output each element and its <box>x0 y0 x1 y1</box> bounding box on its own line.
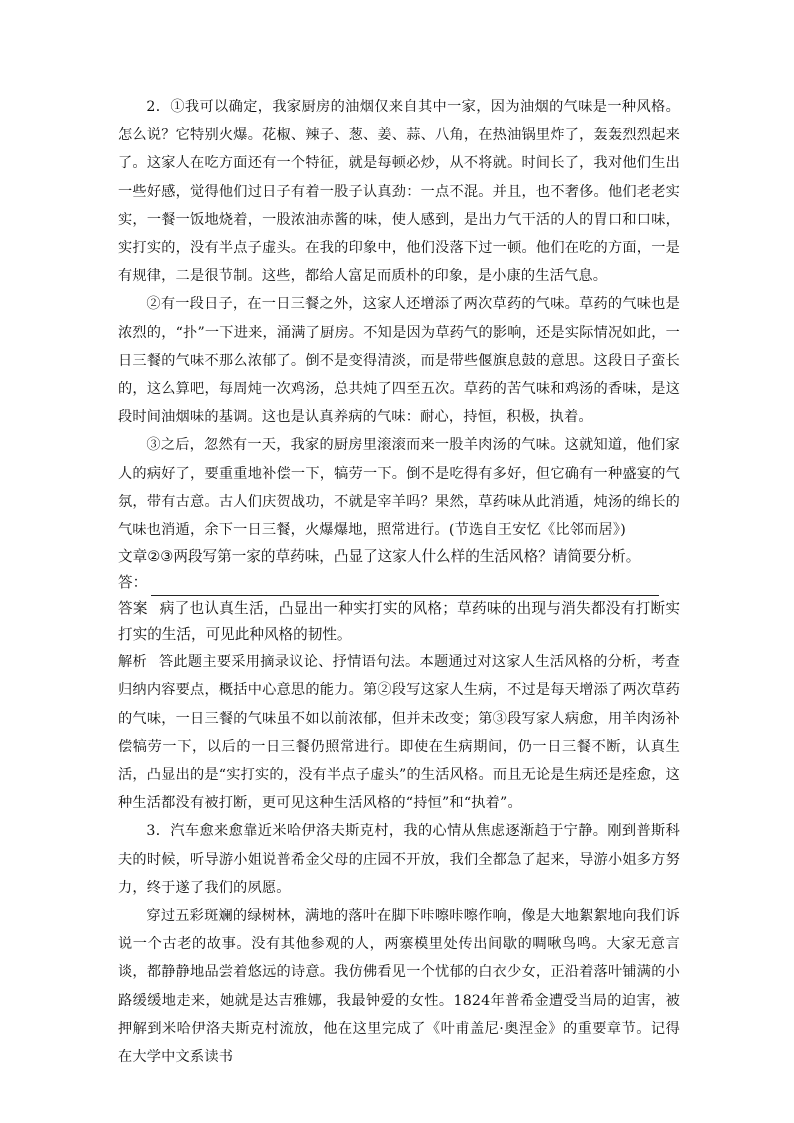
analysis-label: 解析 <box>118 654 147 671</box>
analysis-text: 答此题主要采用摘录议论、抒情语句法。本题通过对这家人生活风格的分析，考查归纳内容要点，概括中心意思的能力。第②段写这家人生病，不过是每天增添了两次草药的气味，一日三餐的气味虽不如以前浓郁，但并未改变；第③段写家人病愈，用羊肉汤补偿犒劳一下，以后的一日三餐仍照常进行。即使在生病期间，仍一日三餐不断，认真生活，凸显出的是“实打实的，没有半点子虚头”的生活风格。而且无论是生病还是痊愈，这种生活都没有被打断，更可见这种生活风格的“持恒”和“执着”。 <box>118 654 680 812</box>
answer-line <box>118 570 680 596</box>
q2-paragraph-1: 2．①我可以确定，我家厨房的油烟仅来自其中一家，因为油烟的气味是一种风格。怎么说？它特别火爆。花椒、辣子、葱、姜、蒜、八角，在热油锅里炸了，轰轰烈烈起来了。这家人在吃方面还有一个特征，就是每顿必炒，从不将就。时间长了，我对他们生出一些好感，觉得他们过日子有着一股子认真劲：一点不混。并且，也不奢侈。他们老老实实，一餐一饭地烧着，一股浓油赤酱的味，使人感到，是出力气干活的人的胃口和口味，实打实的，没有半点子虚头。在我的印象中，他们没落下过一顿。他们在吃的方面，一是有规律，二是很节制。这些，都给人富足而质朴的印象，是小康的生活气息。 <box>118 99 680 285</box>
q3-paragraph-1: 3．汽车愈来愈靠近米哈伊洛夫斯克村，我的心情从焦虑逐渐趋于宁静。刚到普斯科夫的时候，听导游小姐说普希金父母的庄园不开放，我们全都急了起来，导游小姐多方努力，终于遂了我们的夙愿。 <box>118 823 680 896</box>
analysis-block <box>118 648 680 817</box>
q2-paragraph-3: ③之后，忽然有一天，我家的厨房里滚滚而来一股羊肉汤的气味。这就知道，他们家人的病好了，要重重地补偿一下，犒劳一下。倒不是吃得有多好，但它确有一种盛宴的气氛，带有古意。古人们庆贺战功，不就是宰羊吗？果然，草药味从此消遁，炖汤的绵长的气味也消遁，余下一日三餐，火爆爆地，照常进行。(节选自王安忆《比邻而居》) <box>118 437 680 539</box>
answer-prefix: 答： <box>118 574 148 592</box>
answer-label: 答案 <box>118 600 148 618</box>
answer-blank[interactable] <box>151 578 659 596</box>
q2-paragraph-2: ②有一段日子，在一日三餐之外，这家人还增添了两次草药的气味。草药的气味也是浓烈的，“扑”一下进来，涌满了厨房。不知是因为草药气的影响，还是实际情况如此，一日三餐的气味不那么浓郁了。倒不是变得清淡，而是带些偃旗息鼓的意思。这段日子蛮长的，这么算吧，每周炖一次鸡汤，总共炖了四至五次。草药的苦气味和鸡汤的香味，是这段时间油烟味的基调。这也是认真养病的气味：耐心，持恒，积极，执着。 <box>118 296 680 426</box>
q3-paragraph-2: 穿过五彩斑斓的绿树林，满地的落叶在脚下咔嚓咔嚓作响，像是大地絮絮地向我们诉说一个古老的故事。没有其他参观的人，两寨模里处传出间歇的啁啾鸟鸣。大家无意言谈，都静静地品尝着悠远的诗意。我仿佛看见一个忧郁的白衣少女，正沿着落叶铺满的小路缓缓地走来，她就是达吉雅娜，我最钟爱的女性。1824年普希金遭受当局的迫害，被押解到米哈伊洛夫斯克村流放，他在这里完成了《叶甫盖尼·奥涅金》的重要章节。记得在大学中文系读书 <box>118 908 680 1066</box>
content-column <box>118 93 680 1071</box>
answer-text: 病了也认真生活，凸显出一种实打实的风格；草药味的出现与消失都没有打断实打实的生活，可见此种风格的韧性。 <box>118 600 680 644</box>
question-text: 文章②③两段写第一家的草药味，凸显了这家人什么样的生活风格？请简要分析。 <box>118 548 641 566</box>
answer-block <box>118 596 680 648</box>
